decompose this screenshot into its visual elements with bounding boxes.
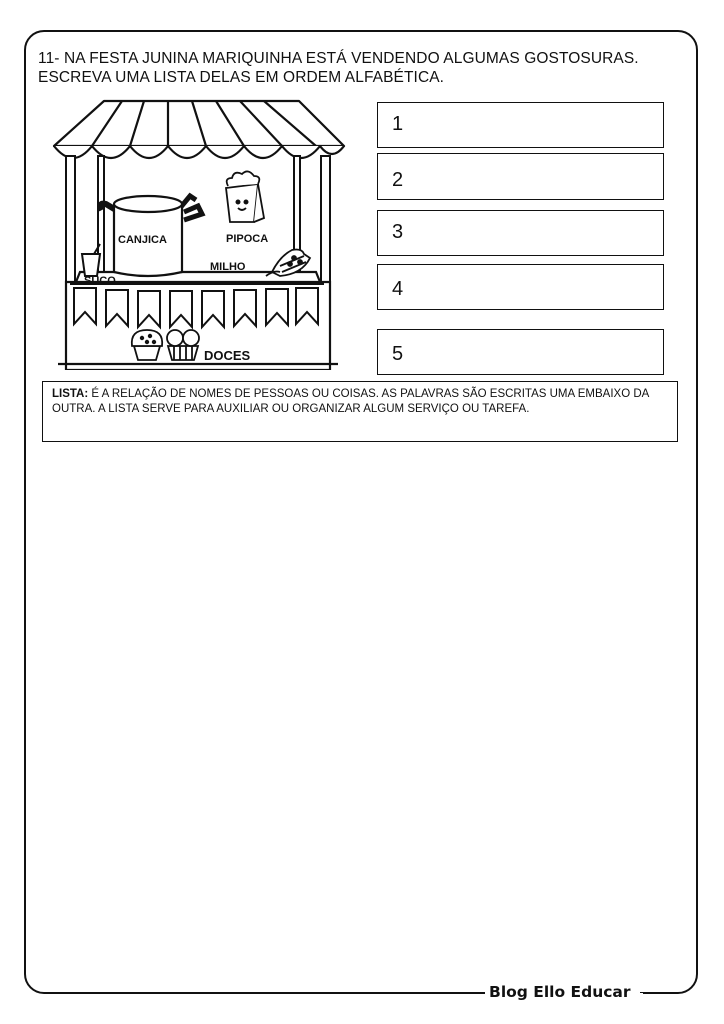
festa-junina-stall-illustration <box>44 98 364 370</box>
popcorn-icon <box>226 171 264 222</box>
awning <box>54 101 344 158</box>
label-suco: SUCO <box>84 275 116 287</box>
list-definition-box <box>42 381 678 442</box>
label-doces: DOCES <box>204 348 251 363</box>
answer-number: 4 <box>392 278 404 300</box>
answer-number: 3 <box>392 221 404 243</box>
answer-number: 2 <box>392 169 404 191</box>
label-pipoca: PIPOCA <box>226 233 269 245</box>
footer-rule-right <box>640 992 684 993</box>
footer-credit: Blog Ello Educar <box>485 982 643 1002</box>
definition-term: LISTA: <box>52 388 89 400</box>
definition-text: É A RELAÇÃO DE NOMES DE PESSOAS OU COISAS. AS PALAVRAS SÃO ESCRITAS UMA EMBAIXO DA OUTRA. A LISTA SERVE PARA AUXILIAR OU ORGANIZAR ALGUM SERVIÇO OU TAREFA. <box>52 388 649 415</box>
answer-box-4[interactable] <box>377 264 664 310</box>
answer-box-2[interactable] <box>377 153 664 200</box>
juice-cup-icon <box>82 244 100 276</box>
label-canjica: CANJICA <box>118 234 167 246</box>
cupcake-icon <box>132 330 162 360</box>
question-text: 11- NA FESTA JUNINA MARIQUINHA ESTÁ VENDENDO ALGUMAS GOSTOSURAS. ESCREVA UMA LISTA DELAS EM ORDEM ALFABÉTICA. <box>38 50 639 86</box>
answer-box-5[interactable] <box>377 329 664 375</box>
answer-number: 1 <box>392 113 404 135</box>
label-milho: MILHO <box>210 261 246 273</box>
answer-box-3[interactable] <box>377 210 664 256</box>
answer-number: 5 <box>392 343 404 365</box>
answer-box-1[interactable] <box>377 102 664 148</box>
